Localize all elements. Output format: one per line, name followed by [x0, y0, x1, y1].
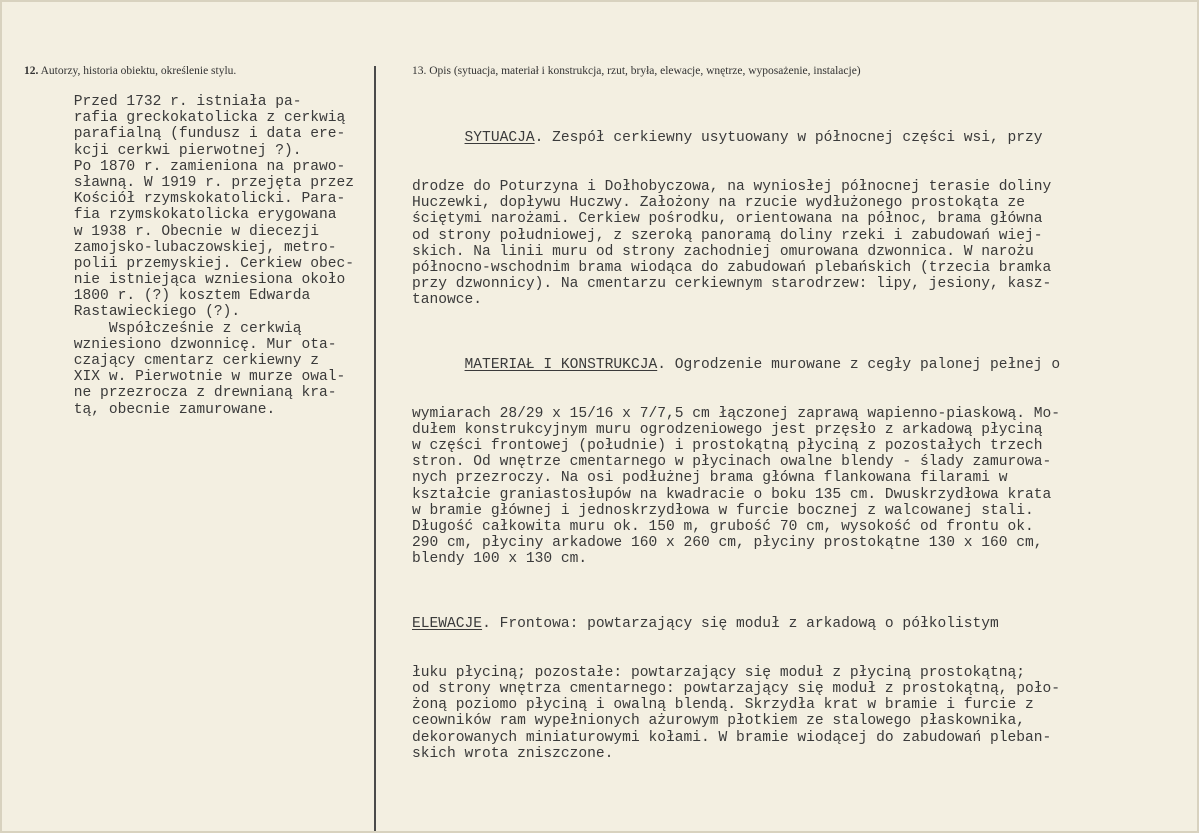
text-line: sławną. W 1919 r. przejęta przez: [30, 174, 355, 191]
sytuacja-paragraph: [412, 179, 1060, 309]
text-line: 1800 r. (?) kosztem Edwarda: [30, 288, 311, 305]
text-line: kształcie graniastosłupów na kwadracie o boku 135 cm. Dwuskrzydłowa krata: [412, 486, 1052, 503]
text-line: w bramie głównej i jednoskrzydłowa w furcie bocznej z walcowanej stali.: [412, 502, 1034, 519]
text-line: skich. Na linii muru od strony zachodniej omurowana dzwonnica. W narożu: [412, 243, 1034, 260]
text-line: północno-wschodnim brama wiodąca do zabudowań plebańskich (trzecia bramka: [412, 259, 1052, 276]
text-line: łuku płyciną; pozostałe: powtarzający się moduł z płyciną prostokątną;: [412, 664, 1026, 681]
text-line: polii przemyskiej. Cerkiew obec-: [30, 255, 355, 272]
text-line: XIX w. Pierwotnie w murze owal-: [30, 369, 346, 386]
text-line: ściętymi narożami. Cerkiew pośrodku, orientowana na północ, brama główna: [412, 211, 1043, 228]
elewacje-first-line: ELEWACJE. Frontowa: powtarzający się moduł z arkadową o półkolistym: [412, 616, 999, 633]
section-12-header: [24, 65, 236, 77]
text-line: stron. Od wnętrze cmentarnego w płycinach owalne blendy - ślady zamurowa-: [412, 454, 1052, 471]
text-line: ne przezrocza z drewnianą kra-: [30, 385, 337, 402]
text-line: ceowników ram wypełnionych ażurowym płotkiem ze stalowego płaskownika,: [412, 713, 1026, 730]
material-first-line: MATERIAŁ I KONSTRUKCJA. Ogrodzenie murowane z cegły palonej pełnej o: [464, 357, 1061, 374]
text-line: Długość całkowita muru ok. 150 m, grubość 70 cm, wysokość od frontu ok.: [412, 519, 1034, 536]
text-line: żoną poziomo płyciną i owalną blendą. Skrzydła krat w bramie i furcie z: [412, 697, 1034, 714]
section-12-number: 12.: [24, 65, 39, 77]
text-line: wymiarach 28/29 x 15/16 x 7/7,5 cm łączonej zaprawą wapienno-piaskową. Mo-: [412, 405, 1061, 422]
sytuacja-heading: SYTUACJA: [464, 130, 535, 147]
text-line: w części frontowej (południe) i prostokątną płyciną z pozostałych trzech: [412, 438, 1043, 455]
history-text: [30, 94, 354, 418]
section-13-header: [412, 65, 861, 77]
text-line: dułem konstrukcyjnym muru ogrodzeniowego jest przęsło z arkadową płyciną: [412, 421, 1043, 438]
text-line: Współcześnie z cerkwią: [30, 320, 302, 337]
text-line: od strony wnętrza cmentarnego: powtarzający się moduł z prostokątną, poło-: [412, 680, 1061, 697]
text-line: Przed 1732 r. istniała pa-: [30, 94, 302, 110]
text-line: 290 cm, płyciny arkadowe 160 x 260 cm, płyciny prostokątne 130 x 160 cm,: [412, 535, 1043, 552]
text-line: fia rzymskokatolicka erygowana: [30, 207, 337, 224]
text-line: nych przezroczy. Na osi podłużnej brama główna flankowana filarami w: [412, 470, 1008, 487]
text-line: drodze do Poturzyna i Dołhobyczowa, na wyniosłej północnej terasie doliny: [412, 179, 1052, 195]
text-line: tanowce.: [412, 292, 483, 309]
text-line: tą, obecnie zamurowane.: [30, 401, 276, 418]
sytuacja-first-line: SYTUACJA. Zespół cerkiewny usytuowany w północnej części wsi, przy: [464, 130, 1043, 147]
text-line: Kościół rzymskokatolicki. Para-: [30, 191, 346, 208]
section-13-title: Opis (sytuacja, materiał i konstrukcja, rzut, bryła, elewacje, wnętrze, wyposażenie, instalacje): [429, 65, 861, 77]
text-line: Rastawieckiego (?).: [30, 304, 241, 321]
text-line: nie istniejąca wzniesiona około: [30, 272, 346, 289]
text-line: kcji cerkwi pierwotnej ?).: [30, 142, 302, 159]
text-line: przy dzwonnicy). Na cmentarzu cerkiewnym starodrzew: lipy, jesiony, kasz-: [412, 276, 1052, 293]
text-line: parafialną (fundusz i data ere-: [30, 126, 346, 143]
text-line: rafia greckokatolicka z cerkwią: [30, 110, 346, 127]
text-line: dekorowanych miniaturowymi kołami. W bramie wiodącej do zabudowań pleban-: [412, 729, 1052, 746]
text-line: Po 1870 r. zamieniona na prawo-: [30, 158, 346, 175]
text-line: czający cmentarz cerkiewny z: [30, 353, 320, 369]
description-text: [412, 98, 1060, 794]
column-divider: [374, 66, 376, 833]
elewacje-paragraph: [412, 665, 1060, 762]
text-line: wzniesiono dzwonnicę. Mur ota-: [30, 336, 337, 353]
section-12-title: Autorzy, historia obiektu, określenie stylu.: [40, 65, 237, 77]
text-line: od strony południowej, z szeroką panoramą doliny rzeki i zabudowań wiej-: [412, 227, 1043, 244]
text-line: zamojsko-lubaczowskiej, metro-: [30, 239, 337, 256]
text-line: blendy 100 x 130 cm.: [412, 551, 588, 568]
material-heading: MATERIAŁ I KONSTRUKCJA: [464, 357, 658, 374]
material-paragraph: [412, 406, 1060, 568]
text-line: skich wrota zniszczone.: [412, 745, 614, 762]
text-line: w 1938 r. Obecnie w diecezji: [30, 223, 320, 240]
text-line: Huczewki, dopływu Huczwy. Założony na rzucie wydłużonego prostokąta ze: [412, 195, 1026, 212]
elewacje-heading: ELEWACJE: [412, 616, 483, 633]
section-13-number: 13.: [412, 65, 427, 77]
